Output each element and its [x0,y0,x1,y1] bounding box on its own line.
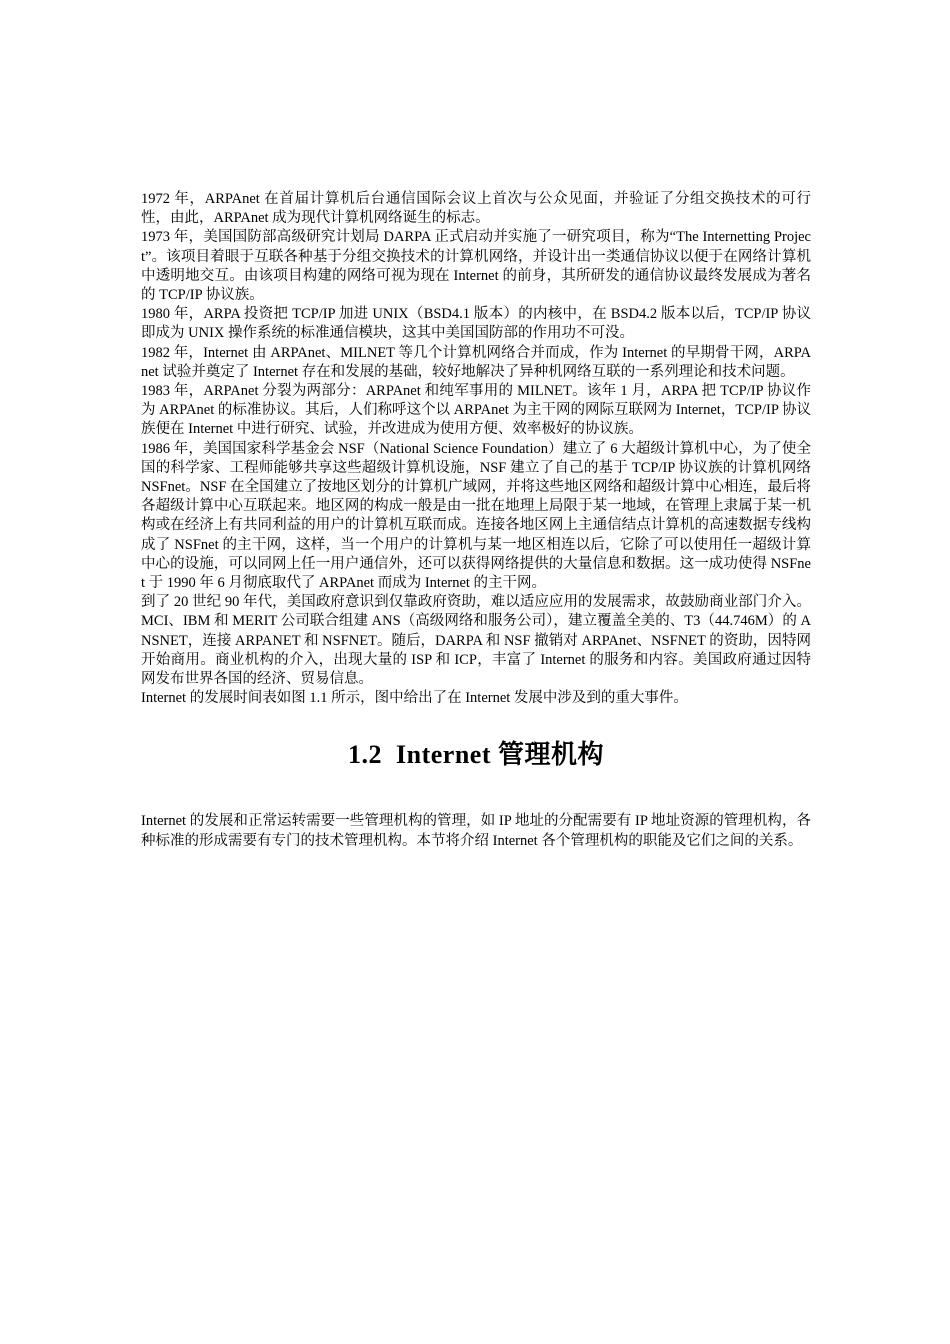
paragraph-1990s: 到了 20 世纪 90 年代，美国政府意识到仅靠政府资助，难以适应应用的发展需求，故鼓励商业部门介入。MCI、IBM 和 MERIT 公司联合组建 ANS（高级网络和服务公司），建立覆盖全美的、T3（44.746M）的 ANSNET，连接 ARPANET 和 NSFNET。随后，DARPA 和 NSF 撤销对 ARPAnet、NSFNET 的资助，因特网开始商用。商业机构的介入，出现大量的 ISP 和 ICP，丰富了 Internet 的服务和内容。美国政府通过因特网发布世界各国的经济、贸易信息。 [141,594,811,688]
paragraph-1986: 1986 年，美国国家科学基金会 NSF（National Science Foundation）建立了 6 大超级计算机中心，为了使全国的科学家、工程师能够共享这些超级计算机设施，NSF 建立了自己的基于 TCP/IP 协议族的计算机网络 NSFnet。NSF 在全国建立了按地区划分的计算机广域网，并将这些地区网络和超级计算中心相连，最后将各超级计算中心互联起来。地区网的构成一般是由一批在地理上局限于某一地域，在管理上隶属于某一机构或在经济上有共同利益的用户的计算机互联而成。连接各地区网上主通信结点计算机的高速数据专线构成了 NSFnet 的主干网，这样，当一个用户的计算机与某一地区相连以后，它除了可以使用任一超级计算中心的设施，可以同网上任一用户通信外，还可以获得网络提供的大量信息和数据。这一成功使得 NSFnet 于 1990 年 6 月彻底取代了 ARPAnet 而成为 Internet 的主干网。 [141,440,811,592]
section-intro-paragraph: Internet 的发展和正常运转需要一些管理机构的管理，如 IP 地址的分配需要有 IP 地址资源的管理机构，各种标准的形成需要有专门的技术管理机构。本节将介绍 Internet 各个管理机构的职能及它们之间的关系。 [141,813,811,849]
section-heading [141,738,811,772]
paragraph-1982: 1982 年，Internet 由 ARPAnet、MILNET 等几个计算机网络合并而成，作为 Internet 的早期骨干网，ARPAnet 试验并奠定了 Internet 存在和发展的基础，较好地解决了异种机网络互联的一系列理论和技术问题。 [141,344,811,380]
section-title: Internet 管理机构 [396,740,604,770]
section-number: 1.2 [348,740,382,770]
paragraph-timeline-ref: Internet 的发展时间表如图 1.1 所示，图中给出了在 Internet 发展中涉及到的重大事件。 [141,690,688,707]
paragraph-1980: 1980 年，ARPA 投资把 TCP/IP 加进 UNIX（BSD4.1 版本）的内核中，在 BSD4.2 版本以后，TCP/IP 协议即成为 UNIX 操作系统的标准通信模块，这其中美国国防部的作用功不可没。 [141,306,811,342]
paragraph-1972: 1972 年，ARPAnet 在首届计算机后台通信国际会议上首次与公众见面，并验证了分组交换技术的可行性，由此，ARPAnet 成为现代计算机网络诞生的标志。 [141,191,811,227]
paragraph-1973: 1973 年，美国国防部高级研究计划局 DARPA 正式启动并实施了一研究项目，称为“The Internetting Project”。该项目着眼于互联各种基于分组交换技术的计算机网络，并设计出一类通信协议以便于在网络计算机中透明地交互。由该项目构建的网络可视为现在 Internet 的前身，其所研发的通信协议最终发展成为著名的 TCP/IP 协议族。 [141,229,811,304]
paragraph-1983: 1983 年，ARPAnet 分裂为两部分：ARPAnet 和纯军事用的 MILNET。该年 1 月，ARPA 把 TCP/IP 协议作为 ARPAnet 的标准协议。其后，人们称呼这个以 ARPAnet 为主干网的网际互联网为 Internet，TCP/IP 协议族便在 Internet 中进行研究、试验，并改进成为使用方便、效率极好的协议族。 [141,383,811,438]
document-body [141,190,811,851]
